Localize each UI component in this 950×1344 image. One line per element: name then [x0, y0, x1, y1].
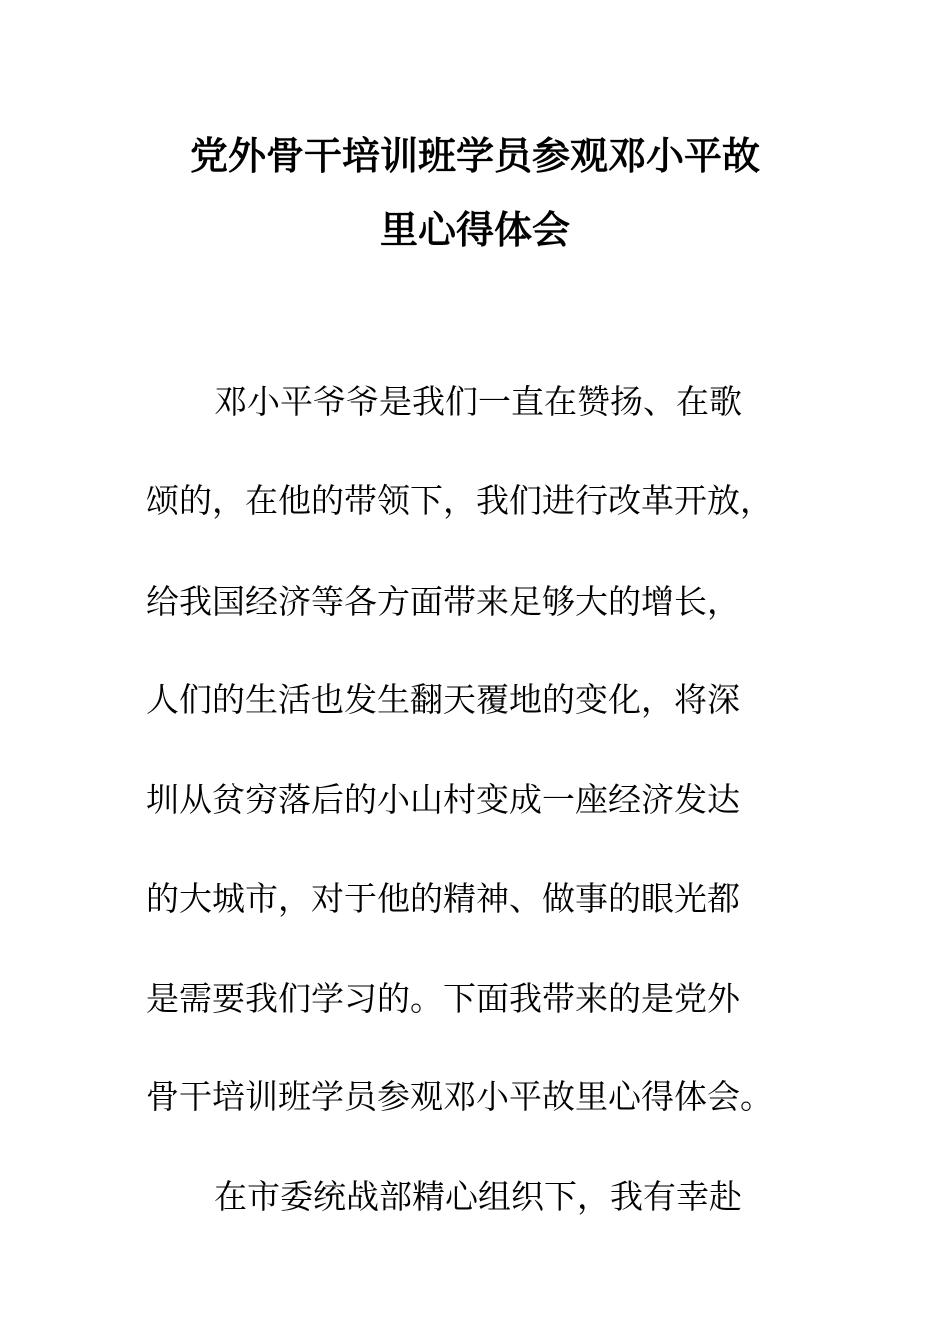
document-title-line-2: 里心得体会 — [379, 208, 570, 252]
paragraph-1-line-2: 颂的，在他的带领下，我们进行改革开放， — [146, 481, 773, 520]
paragraph-1-line-4: 人们的生活也发生翻天覆地的变化，将深 — [146, 680, 740, 719]
paragraph-1-line-3: 给我国经济等各方面带来足够大的增长， — [146, 582, 740, 621]
paragraph-1-line-5: 圳从贫穷落后的小山村变成一座经济发达 — [146, 780, 740, 819]
paragraph-1-line-1: 邓小平爷爷是我们一直在赞扬、在歌 — [214, 382, 742, 421]
paragraph-1-line-6: 的大城市，对于他的精神、做事的眼光都 — [146, 879, 740, 918]
paragraph-1-line-7: 是需要我们学习的。下面我带来的是党外 — [146, 979, 740, 1018]
paragraph-1-line-8: 骨干培训班学员参观邓小平故里心得体会。 — [146, 1077, 773, 1116]
paragraph-2-line-1: 在市委统战部精心组织下，我有幸赴 — [214, 1177, 742, 1216]
document-title-line-1: 党外骨干培训班学员参观邓小平故 — [189, 134, 760, 178]
